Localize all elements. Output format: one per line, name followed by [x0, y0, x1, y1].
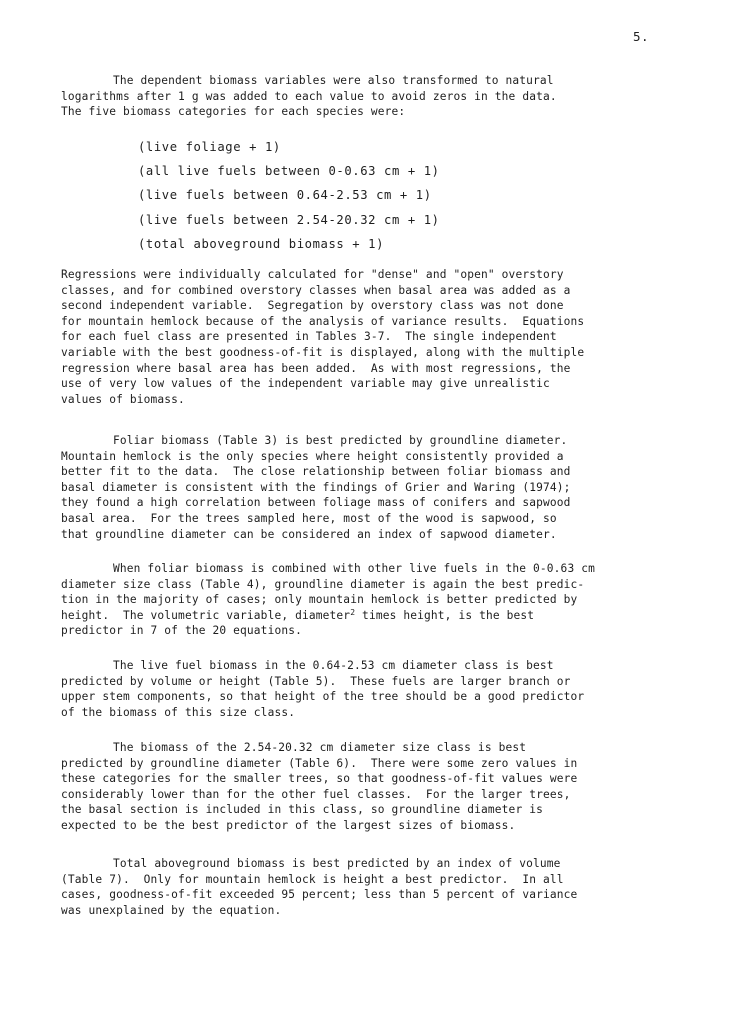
- text-line: that groundline diameter can be considered an index of sapwood diameter.: [61, 527, 557, 541]
- text-line: predicted by groundline diameter (Table 6). There were some zero values in: [61, 756, 578, 770]
- text-line: of the biomass of this size class.: [61, 705, 296, 719]
- text-line: upper stem components, so that height of the tree should be a good predictor: [61, 690, 585, 704]
- category-live-fuels-064-253: (live fuels between 0.64-2.53 cm + 1): [138, 188, 432, 203]
- text-line: The live fuel biomass in the 0.64-2.53 cm diameter class is best: [113, 659, 554, 672]
- text-line: second independent variable. Segregation by overstory class was not done: [61, 299, 564, 313]
- text-line: Foliar biomass (Table 3) is best predicted by groundline diameter.: [113, 434, 568, 447]
- text-line: variable with the best goodness-of-fit is displayed, along with the multiple: [61, 345, 585, 359]
- biomass-category-list: [138, 138, 440, 259]
- text-line: values of biomass.: [61, 392, 185, 406]
- category-total-aboveground: (total aboveground biomass + 1): [138, 236, 385, 251]
- category-live-foliage: (live foliage + 1): [138, 140, 281, 154]
- text-line: regression where basal area has been added. As with most regressions, the: [61, 361, 571, 375]
- text-line: for mountain hemlock because of the analysis of variance results. Equations: [61, 314, 585, 328]
- text-line: expected to be the best predictor of the largest sizes of biomass.: [61, 818, 516, 832]
- text-line: was unexplained by the equation.: [61, 903, 282, 917]
- text-line: The biomass of the 2.54-20.32 cm diameter size class is best: [113, 741, 527, 754]
- text-line: classes, and for combined overstory classes when basal area was added as a: [61, 283, 571, 297]
- page-number: 5.: [633, 29, 650, 44]
- text-line: cases, goodness-of-fit exceeded 95 percent; less than 5 percent of variance: [61, 888, 578, 902]
- text-line: predicted by volume or height (Table 5). These fuels are larger branch or: [61, 674, 571, 688]
- text-line: considerably lower than for the other fuel classes. For the larger trees,: [61, 787, 571, 801]
- text-segment: height. The volumetric variable, diameter: [61, 608, 351, 622]
- text-line: for each fuel class are presented in Tables 3-7. The single independent: [61, 330, 557, 344]
- paragraph-foliar-biomass: [61, 433, 661, 542]
- text-line: logarithms after 1 g was added to each value to avoid zeros in the data.: [61, 89, 557, 103]
- paragraph-regressions: [61, 267, 661, 407]
- text-segment: times height, is the best: [355, 608, 535, 622]
- paragraph-live-fuel-biomass: [61, 658, 661, 720]
- text-line: they found a high correlation between foliage mass of conifers and sapwood: [61, 496, 571, 510]
- superscript-squared: 2: [350, 607, 356, 617]
- text-line: predictor in 7 of the 20 equations.: [61, 624, 302, 638]
- text-line: Total aboveground biomass is best predicted by an index of volume: [113, 857, 561, 870]
- paragraph-total-aboveground: [61, 856, 661, 918]
- text-line: Mountain hemlock is the only species where height consistently provided a: [61, 449, 564, 463]
- text-line: The dependent biomass variables were also transformed to natural: [113, 74, 554, 87]
- text-line: [61, 608, 661, 624]
- text-line: basal area. For the trees sampled here, most of the wood is sapwood, so: [61, 511, 557, 525]
- text-line: (Table 7). Only for mountain hemlock is height a best predictor. In all: [61, 872, 564, 886]
- text-line: these categories for the smaller trees, so that goodness-of-fit values were: [61, 772, 578, 786]
- text-line: Regressions were individually calculated for "dense" and "open" overstory: [61, 268, 564, 281]
- text-line: The five biomass categories for each species were:: [61, 105, 406, 119]
- text-line: use of very low values of the independent variable may give unrealistic: [61, 377, 550, 391]
- paragraph-dependent-variables: [61, 73, 661, 120]
- text-line: basal diameter is consistent with the findings of Grier and Waring (1974);: [61, 480, 571, 494]
- category-live-fuels-254-2032: (live fuels between 2.54-20.32 cm + 1): [138, 212, 440, 227]
- paragraph-combined-fuels: [61, 561, 661, 639]
- text-line: tion in the majority of cases; only mountain hemlock is better predicted by: [61, 593, 578, 607]
- category-live-fuels-0-063: (all live fuels between 0-0.63 cm + 1): [138, 164, 440, 179]
- text-line: When foliar biomass is combined with other live fuels in the 0-0.63 cm: [113, 562, 595, 575]
- text-line: the basal section is included in this class, so groundline diameter is: [61, 803, 543, 817]
- paragraph-size-class-biomass: [61, 740, 661, 834]
- text-line: better fit to the data. The close relationship between foliar biomass and: [61, 465, 571, 479]
- text-line: diameter size class (Table 4), groundline diameter is again the best predic-: [61, 577, 585, 591]
